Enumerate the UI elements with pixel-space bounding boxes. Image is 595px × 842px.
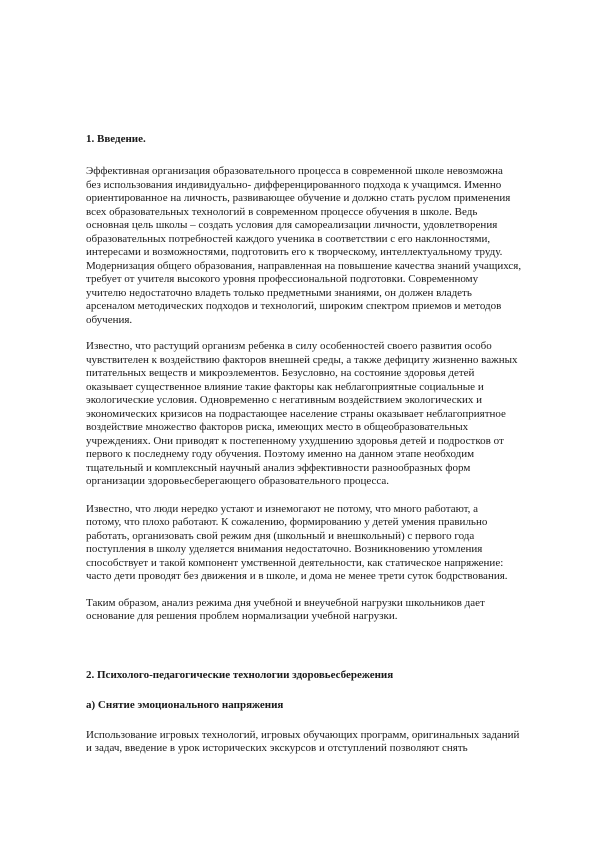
text-line: без использования индивидуально- дифференцированного подхода к учащимся. Именно <box>86 178 502 191</box>
text-line: чувствителен к воздействию факторов внешней среды, а также дефициту жизненно важных <box>86 353 518 366</box>
text-line: воздействие множество факторов риска, имеющих место в общеобразовательных <box>86 421 469 433</box>
section-heading-technologies: 2. Психолого-педагогические технологии здоровьесбережения <box>86 668 394 681</box>
text-line: работать, организовать свой режим дня (школьный и внешкольный) с первого года <box>86 529 475 542</box>
paragraph-2 <box>86 340 556 489</box>
paragraph-1 <box>86 165 556 327</box>
document-page <box>86 132 556 756</box>
text-line: Эффективная организация образовательного процесса в современной школе невозможна <box>86 165 503 177</box>
text-line: и задач, введение в урок исторических экскурсов и отступлений позволяют снять <box>86 742 468 754</box>
text-line: экологические условия. Одновременно с негативным воздействием экологических и <box>86 394 482 406</box>
text-line: всех образовательных технологий в современном процессе обучения в школе. Ведь <box>86 205 478 218</box>
text-line: арсеналом методических подходов и технологий, широким спектром приемов и методов <box>86 300 502 312</box>
text-line: образовательных потребностей каждого ученика в соответствии с его наклонностями, <box>86 232 491 245</box>
text-line: Известно, что растущий организм ребенка в силу особенностей своего развития особо <box>86 340 492 352</box>
text-line: требует от учителя высокого уровня профессиональной подготовки. Современному <box>86 273 479 285</box>
text-line: поступления в школу уделяется внимания недостаточно. Возникновению утомления <box>86 543 483 555</box>
text-line: тщательный и комплексный научный анализ эффективности разнообразных форм <box>86 461 471 474</box>
text-line: часто дети проводят без движения и в школе, и дома не менее трети суток бодрствования. <box>86 570 508 582</box>
text-line: основная цель школы – создать условия для самореализации личности, удовлетворения <box>86 219 498 231</box>
paragraph-5 <box>86 729 556 756</box>
text-line: Модернизация общего образования, направленная на повышение качества знаний учащихся, <box>86 259 522 272</box>
text-line: питательных веществ и микроэлементов. Безусловно, на состояние здоровья детей <box>86 367 475 379</box>
paragraph-3 <box>86 503 556 584</box>
text-line: основание для решения проблем нормализации учебной нагрузки. <box>86 610 398 622</box>
text-line: оказывает существенное влияние такие факторы как неблагоприятные социальные и <box>86 380 484 393</box>
text-line: интересами и возможностями, подготовить его к творческому, интеллектуальному труду. <box>86 246 503 258</box>
text-line: учреждениях. Они приводят к постепенному ухудшению здоровья детей и подростков от <box>86 434 504 447</box>
text-line: способствует и такой компонент умственной деятельности, как статическое напряжение: <box>86 556 504 569</box>
text-line: Таким образом, анализ режима дня учебной и внеучебной нагрузки школьников дает <box>86 596 485 609</box>
paragraph-4 <box>86 597 556 624</box>
subsection-heading-emotional-stress: а) Снятие эмоционального напряжения <box>86 698 284 711</box>
text-line: обучения. <box>86 313 133 326</box>
text-line: ориентированное на личность, развивающее обучение и должно стать руслом применения <box>86 192 511 204</box>
text-line: экономических кризисов на подрастающее население страны оказывает неблагоприятное <box>86 407 506 420</box>
text-line: учителю недостаточно владеть только предметными знаниями, он должен владеть <box>86 286 472 299</box>
text-line: Известно, что люди нередко устают и изнемогают не потому, что много работают, а <box>86 502 479 515</box>
text-line: Использование игровых технологий, игровых обучающих программ, оригинальных заданий <box>86 728 520 741</box>
text-line: первого к последнему году обучения. Поэтому именно на данном этапе необходим <box>86 448 475 460</box>
text-line: потому, что плохо работают. К сожалению, формированию у детей умения правильно <box>86 516 488 528</box>
text-line: организации здоровьесберегающего образовательного процесса. <box>86 475 390 487</box>
section-heading-introduction: 1. Введение. <box>86 133 146 145</box>
